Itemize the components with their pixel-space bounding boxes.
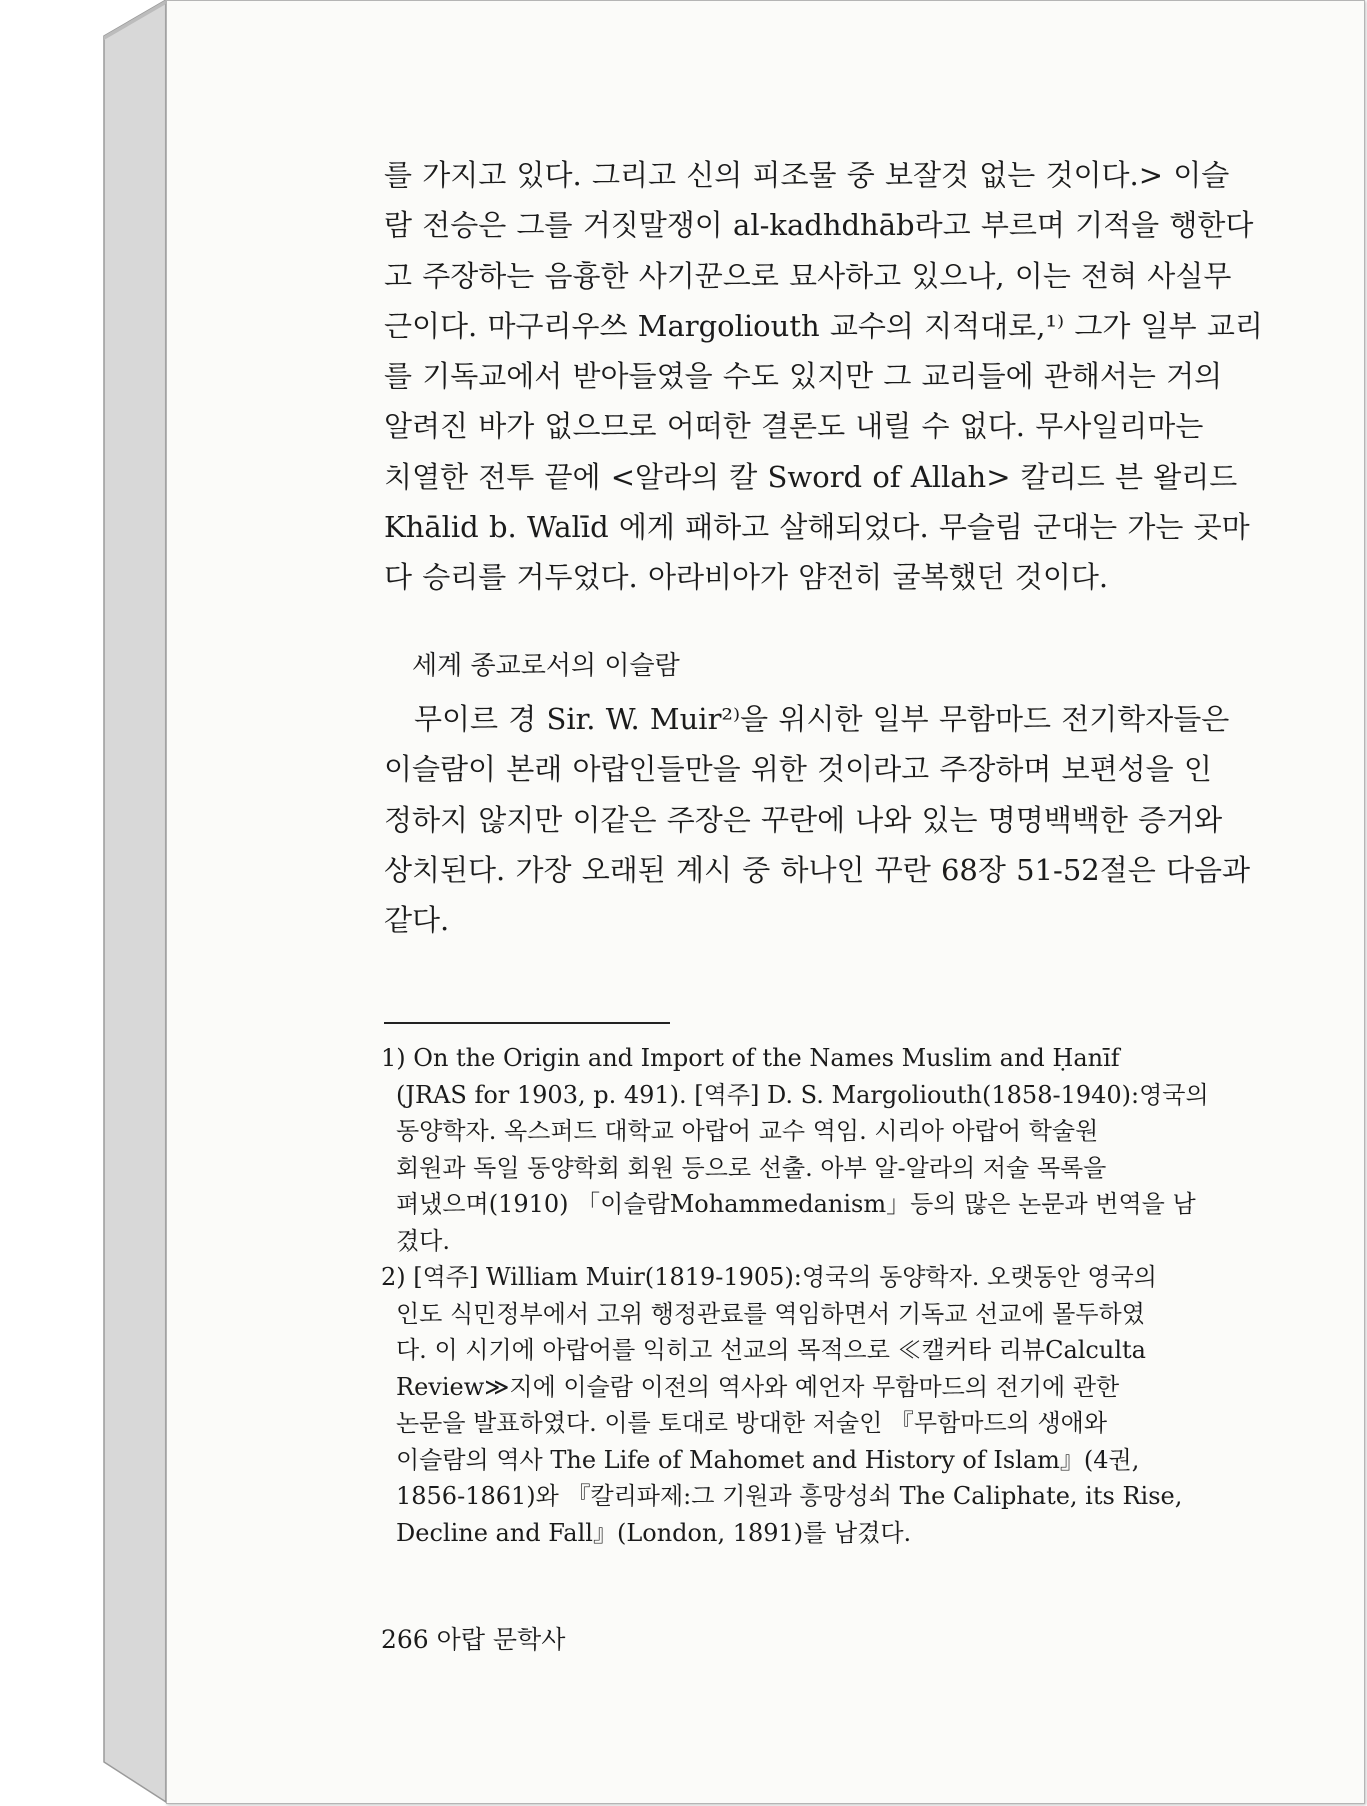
footnote-line: Decline and Fall』(London, 1891)를 남겼다. (396, 1518, 912, 1547)
footnote-line: 회원과 독일 동양학회 회원 등으로 선출. 아부 알-알라의 저술 목록을 (396, 1153, 1107, 1182)
footnote-2 (381, 1259, 1247, 1551)
body-line: 알려진 바가 없으므로 어떠한 결론도 내릴 수 없다. 무사일리마는 (384, 409, 1204, 444)
footnote-line: 펴냈으며(1910) 「이슬람Mohammedanism」등의 많은 논문과 번역을 남 (396, 1190, 1196, 1218)
body-line: Khālid b. Walīd 에게 패하고 살해되었다. 무슬림 군대는 가는 곳마 (384, 510, 1250, 545)
footnote-line: 겼다. (396, 1226, 450, 1255)
footnote-line: 이슬람의 역사 The Life of Mahomet and History of Islam』(4권, (396, 1445, 1140, 1474)
footnote-line: 1) On the Origin and Import of the Names Muslim and Ḥanīf (381, 1044, 1120, 1072)
body-line: 람 전승은 그를 거짓말쟁이 al-kadhdhāb라고 부르며 기적을 행한다 (384, 208, 1254, 243)
footnotes (381, 1040, 1247, 1551)
section-line: 같다. (384, 903, 450, 938)
body-line: 치열한 전투 끝에 <알라의 칼 Sword of Allah> 칼리드 븐 왈리드 (384, 459, 1238, 494)
footnote-line: 논문을 발표하였다. 이를 토대로 방대한 저술인 『무함마드의 생애와 (396, 1409, 1107, 1437)
footnote-line: Review≫지에 이슬람 이전의 역사와 예언자 무함마드의 전기에 관한 (396, 1372, 1120, 1401)
body-line: 를 가지고 있다. 그리고 신의 피조물 중 보잘것 없는 것이다.> 이슬 (384, 158, 1230, 192)
footnote-1 (381, 1040, 1247, 1259)
body-line: 를 기독교에서 받아들였을 수도 있지만 그 교리들에 관해서는 거의 (384, 359, 1223, 394)
body-paragraph (384, 150, 1263, 603)
footnote-line: 인도 식민정부에서 고위 행정관료를 역임하면서 기독교 선교에 몰두하였 (396, 1299, 1145, 1328)
body-line: 다 승리를 거두었다. 아라비아가 얌전히 굴복했던 것이다. (384, 560, 1109, 595)
footnote-line: 1856-1861)와 『칼리파제:그 기원과 흥망성쇠 The Caliphate, its Rise, (396, 1482, 1183, 1510)
body-line: 고 주장하는 음흉한 사기꾼으로 묘사하고 있으나, 이는 전혀 사실무 (384, 258, 1232, 293)
section-line: 정하지 않지만 이같은 주장은 꾸란에 나와 있는 명명백백한 증거와 (384, 802, 1223, 837)
section-line: 상치된다. 가장 오래된 계시 중 하나인 꾸란 68장 51-52절은 다음과 (384, 852, 1251, 887)
section-paragraph (384, 694, 1251, 945)
footnote-divider (384, 1022, 670, 1024)
footnote-line: 다. 이 시기에 아랍어를 익히고 선교의 목적으로 ≪캘커타 리뷰Calculta (396, 1336, 1146, 1364)
body-line: 근이다. 마구리우쓰 Margoliouth 교수의 지적대로,¹⁾ 그가 일부 교리 (384, 308, 1263, 343)
section-heading: 세계 종교로서의 이슬람 (412, 651, 680, 681)
section-line: 무이르 경 Sir. W. Muir²⁾을 위시한 일부 무함마드 전기학자들은 (414, 702, 1230, 736)
page-footer: 266 아랍 문학사 (381, 1625, 566, 1654)
footnote-line: 2) [역주] William Muir(1819-1905):영국의 동양학자. 오랫동안 영국의 (381, 1263, 1157, 1291)
footnote-line: (JRAS for 1903, p. 491). [역주] D. S. Margoliouth(1858-1940):영국의 (396, 1080, 1209, 1109)
section-line: 이슬람이 본래 아랍인들만을 위한 것이라고 주장하며 보편성을 인 (384, 752, 1212, 787)
footnote-line: 동양학자. 옥스퍼드 대학교 아랍어 교수 역임. 시리아 아랍어 학술원 (396, 1117, 1099, 1145)
